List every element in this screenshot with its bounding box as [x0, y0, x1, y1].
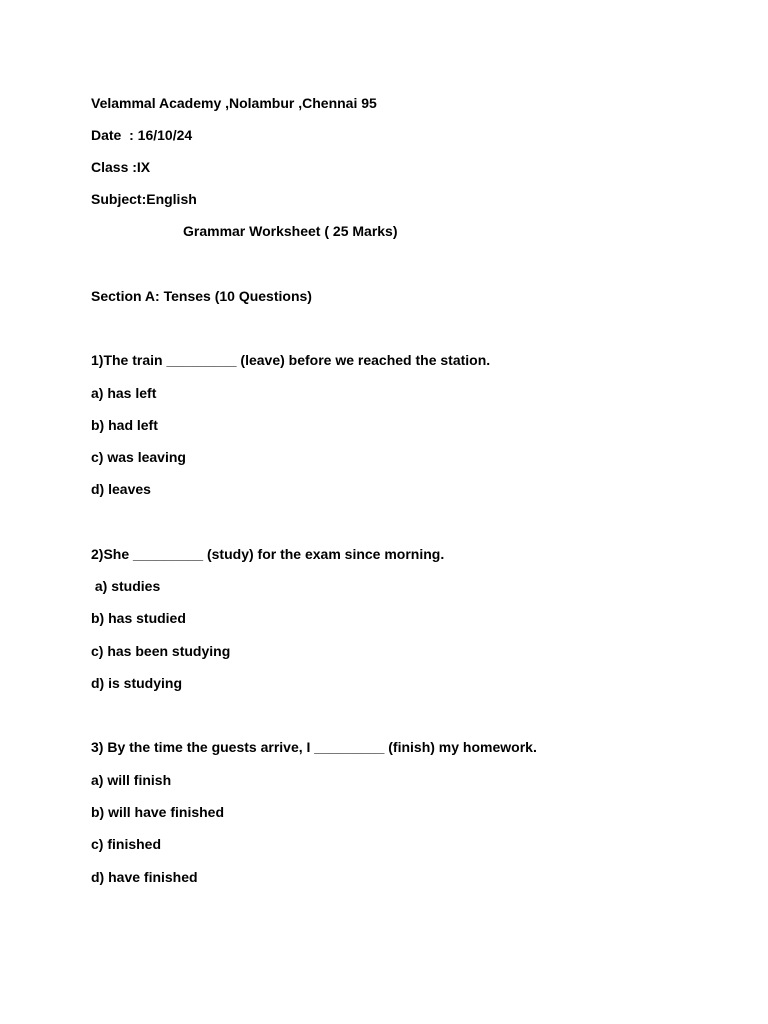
q2-option-c: c) has been studying	[91, 643, 231, 659]
class-line: Class :IX	[91, 159, 151, 175]
section-heading: Section A: Tenses (10 Questions)	[91, 288, 312, 304]
q1-option-c: c) was leaving	[91, 449, 186, 465]
q2-option-a: a) studies	[91, 578, 161, 594]
q3-option-a: a) will finish	[91, 772, 172, 788]
q3-option-c: c) finished	[91, 836, 162, 852]
question-2: 2)She _________ (study) for the exam since morning.	[91, 546, 445, 562]
q3-option-d: d) have finished	[91, 869, 198, 885]
q1-option-b: b) had left	[91, 417, 158, 433]
q2-option-b: b) has studied	[91, 610, 186, 626]
date-line: Date : 16/10/24	[91, 127, 193, 143]
q1-option-a: a) has left	[91, 385, 157, 401]
q1-option-d: d) leaves	[91, 481, 151, 497]
worksheet-title: Grammar Worksheet ( 25 Marks)	[183, 223, 398, 239]
q3-option-b: b) will have finished	[91, 804, 225, 820]
q2-option-d: d) is studying	[91, 675, 182, 691]
subject-line: Subject:English	[91, 191, 197, 207]
school-name: Velammal Academy ,Nolambur ,Chennai 95	[91, 95, 377, 111]
question-3: 3) By the time the guests arrive, I _________ (finish) my homework.	[91, 739, 537, 755]
question-1: 1)The train _________ (leave) before we reached the station.	[91, 352, 491, 368]
